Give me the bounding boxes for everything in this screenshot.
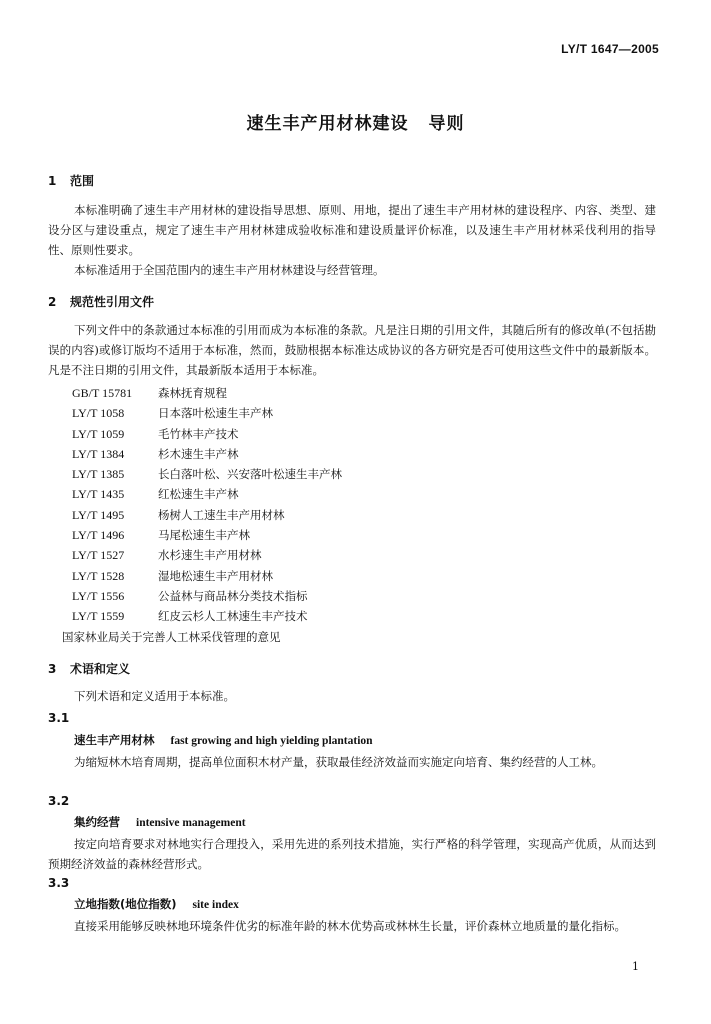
term-3-1-definition: 为缩短林木培育周期，提高单位面积木材产量，获取最佳经济效益而实施定向培育、集约经营的人工林。 <box>74 755 603 769</box>
document-title <box>0 109 711 134</box>
section-3-paragraph-1: 下列术语和定义适用于本标准。 <box>74 689 235 703</box>
reference-item: LY/T 1384 杉木速生丰产林 <box>72 446 239 461</box>
title-main: 速生丰产用材林建设 <box>246 114 409 134</box>
reference-item: LY/T 1528 湿地松速生丰产用材林 <box>72 568 273 583</box>
reference-item: LY/T 1559 红皮云杉人工林速生丰产技术 <box>72 609 308 624</box>
term-3-3: 立地指数(地位指数) site index <box>74 897 239 911</box>
section-1-paragraph-2: 本标准适用于全国范围内的速生丰产用材林建设与经营管理。 <box>74 263 385 277</box>
reference-item: LY/T 1435 红松速生丰产林 <box>72 487 239 502</box>
term-3-2: 集约经营 intensive management <box>74 815 246 829</box>
section-1-paragraph-1: 本标准明确了速生丰产用材林的建设指导思想、原则、用地，提出了速生丰产用材林的建设程序、内容、类型、建设分区与建设重点，规定了速生丰产用材林建成验收标准和建设质量评价标准，以及速生丰产用材林采伐利用的指导性、原则性要求。 <box>48 203 656 257</box>
term-3-3-number: 3.3 <box>48 876 70 890</box>
reference-item: LY/T 1556 公益林与商品林分类技术指标 <box>72 588 308 603</box>
reference-item: LY/T 1496 马尾松速生丰产林 <box>72 528 250 543</box>
term-3-1: 速生丰产用材林 fast growing and high yielding plantation <box>74 733 373 747</box>
reference-item: GB/T 15781 森林抚育规程 <box>72 386 227 400</box>
section-1-heading: 1 范围 <box>48 174 95 188</box>
reference-item: 国家林业局关于完善人工林采伐管理的意见 <box>62 629 281 644</box>
term-3-2-number: 3.2 <box>48 794 70 808</box>
page-number: 1 <box>632 960 639 973</box>
term-3-2-definition: 按定向培育要求对林地实行合理投入，采用先进的系列技术措施，实行严格的科学管理，实现高产优质，从而达到预期经济效益的森林经营形式。 <box>48 837 656 871</box>
section-2-heading: 2 规范性引用文件 <box>48 295 155 309</box>
standard-code: LY/T 1647—2005 <box>561 42 659 56</box>
reference-item: LY/T 1495 杨树人工速生丰产用材林 <box>72 507 285 522</box>
term-3-1-number: 3.1 <box>48 711 70 725</box>
reference-item: LY/T 1527 水杉速生丰产用材林 <box>72 548 262 563</box>
normative-references-list <box>62 383 342 647</box>
reference-item: LY/T 1059 毛竹林丰产技术 <box>72 426 239 441</box>
reference-item: LY/T 1058 日本落叶松速生丰产林 <box>72 406 273 421</box>
title-sub: 导则 <box>428 114 465 134</box>
term-3-3-definition: 直接采用能够反映林地环境条件优劣的标准年龄的林木优势高或林林生长量，评价森林立地质量的量化指标。 <box>74 919 626 933</box>
section-2-paragraph-1: 下列文件中的条款通过本标准的引用而成为本标准的条款。凡是注日期的引用文件，其随后所有的修改单(不包括勘误的内容)或修订版均不适用于本标准，然而，鼓励根据本标准达成协议的各方研究是否可使用这些文件中的最新版本。凡是不注日期的引用文件，其最新版本适用于本标准。 <box>48 323 656 377</box>
section-3-heading: 3 术语和定义 <box>48 662 131 676</box>
reference-item: LY/T 1385 长白落叶松、兴安落叶松速生丰产林 <box>72 467 342 482</box>
